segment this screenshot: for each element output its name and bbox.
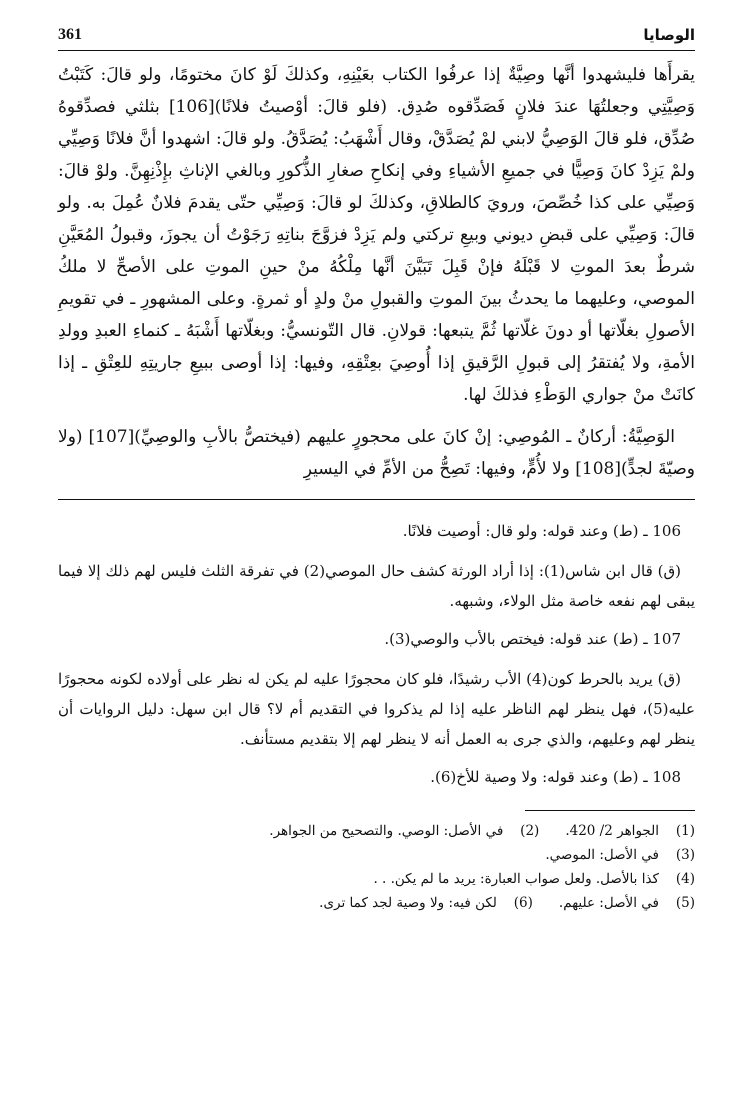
page: [58, 26, 695, 915]
footnote-text: في الأصل: عليهم.: [558, 895, 659, 911]
section-divider: [58, 499, 695, 500]
footnote: [319, 891, 533, 915]
footnote-number: (5): [675, 895, 695, 911]
main-paragraph: يقرأَها فليشهدوا أنَّها وصِيَّةٌ إذا عرفُوا الكتاب بعَيْنِهِ، وكذلكَ لَوْ كانَ مختومًا، ولو قالَ: كَتَبْتُ وَصِيَّتِي وجعلتُهَا عندَ فلانٍ فَصَدِّقوه صُدِق. (فلو قالَ: أوْصيتُ فلانًا)[106] بثلثي فصدِّقوهُ صُدِّق، فلو قالَ الوَصِيُّ لابني لمْ يُصَدَّقْ، وقال أَشْهَبُ: يُصَدَّقُ. ولو قالَ: اشهدوا أنَّ فلانًا وَصِيِّي ولمْ يَزِدْ كانَ وَصِيًّا في جميعِ الأشياءِ وفي إنكاحِ صغارِ الذُّكورِ وبالغي الإناثِ بإِذْنِهِنَّ. ولوْ قالَ: وَصِيِّي على كذا خُصِّصَ، ورويَ كالطلاقِ، وكذلكَ لو قالَ: وَصِيِّي حتّى يقدمَ فلانٌ عُمِلَ به. ولو قالَ: وَصِيِّي على قبضِ ديوني وبيعِ تركتي ولم يَزِدْ فزوَّجَ بناتِهِ رَجَوْتُ أن يجوزَ، وقبولُ المُعَيَّنِ شرطٌ بعدَ الموتِ لا قَبْلَهُ فإنْ قَبِلَ تَبَيَّنَ أنَّها مِلْكُهُ منْ حينِ الموتِ على الأصحِّ لا ملكُ الموصي، وعليهما ما يحدثُ بينَ الموتِ والقبولِ منْ ولدٍ أو ثمرةٍ. وعلى المشهورِ ـ في تقويمِ الأصولِ بغلّاتها أو دونَ غلّاتها ثُمَّ يتبعها: قولانِ. قال التّونسيُّ: وبغلّاتها أَشْبَهُ ـ كنماءِ العبدِ وولدِ الأمةِ، ولا يُفتقرُ إلى قبولِ الرَّقيقِ إذا أُوصِيَ بعِتْقِهِ، وفيها: إذا أوصى ببيعِ جاريتِهِ للعِتْقِ ـ إذا كانَتْ منْ جواري الوَطْءِ فذلكَ لها.: [58, 65, 695, 405]
footnote-text: لكن فيه: ولا وصية لجد كما ترى.: [319, 895, 497, 911]
note-paragraph: (ق) يريد بالحرط كون(4) الأب رشيدًا، فلو كان محجورًا عليه لم يكن له نظر على أولاده لكونه محجورًا عليه(5)، فهل ينظر لهم الناظر عليه إذا لم يذكروا في التقديم أم لا؟ قال ابن سهل: دليل الروايات أن ينظر لهم وعليهم، والذي جرى به العمل أنه لا ينظر لهم إلا بتقديم مستأنف.: [58, 670, 695, 748]
footnote-number: (3): [675, 847, 695, 863]
footnote: [373, 867, 695, 891]
main-text: [58, 59, 695, 485]
footnote: [269, 819, 539, 843]
page-number: 361: [58, 26, 82, 43]
footnote-row: [58, 819, 695, 843]
note-heading: 106 ـ (ط) وعند قوله: ولو قال: أوصيت فلانًا.: [402, 522, 681, 540]
note-heading: 108 ـ (ط) وعند قوله: ولا وصية للأخ(6).: [430, 768, 681, 786]
main-paragraph: الوَصِيَّةُ: أركانٌ ـ المُوصِي: إنْ كانَ على محجورٍ عليهم (فيختصُّ بالأبِ والوصِيِّ)[107] (ولا وصيّةَ لجدٍّ)[108] ولا لأُمٍّ، وفيها: تَصِحُّ من الأمِّ في اليسيرِ: [58, 427, 695, 479]
footnote-number: (4): [675, 871, 695, 887]
footnote-text: في الأصل: الموصي.: [545, 847, 659, 863]
footnote-text: في الأصل: الوصي. والتصحيح من الجواهر.: [269, 823, 504, 839]
footnote-row: [58, 891, 695, 915]
footnote-row: [58, 867, 695, 891]
note-heading: 107 ـ (ط) عند قوله: فيختص بالأب والوصي(3).: [384, 630, 681, 648]
footnote-divider: [525, 810, 695, 811]
page-header: [58, 26, 695, 51]
footnote: [559, 891, 695, 915]
footnote-number: (2): [520, 823, 540, 839]
footnote-text: كذا بالأصل. ولعل صواب العبارة: يريد ما لم يكن. . .: [373, 871, 659, 887]
page-title: الوصايا: [643, 26, 695, 44]
footnote-number: (1): [675, 823, 695, 839]
footnote: [565, 819, 695, 843]
footnote-row: [58, 843, 695, 867]
footnote-text: الجواهر 2/ 420.: [565, 823, 659, 839]
commentary-notes: [58, 516, 695, 792]
footnotes: [58, 819, 695, 915]
note-paragraph: (ق) قال ابن شاس(1): إذا أراد الورثة كشف حال الموصي(2) في تفرقة الثلث فليس لهم ذلك إلا فيما يبقى لهم نفعه خاصة مثل الولاء، وشبهه.: [58, 562, 695, 610]
footnote-number: (6): [513, 895, 533, 911]
footnote: [545, 843, 695, 867]
